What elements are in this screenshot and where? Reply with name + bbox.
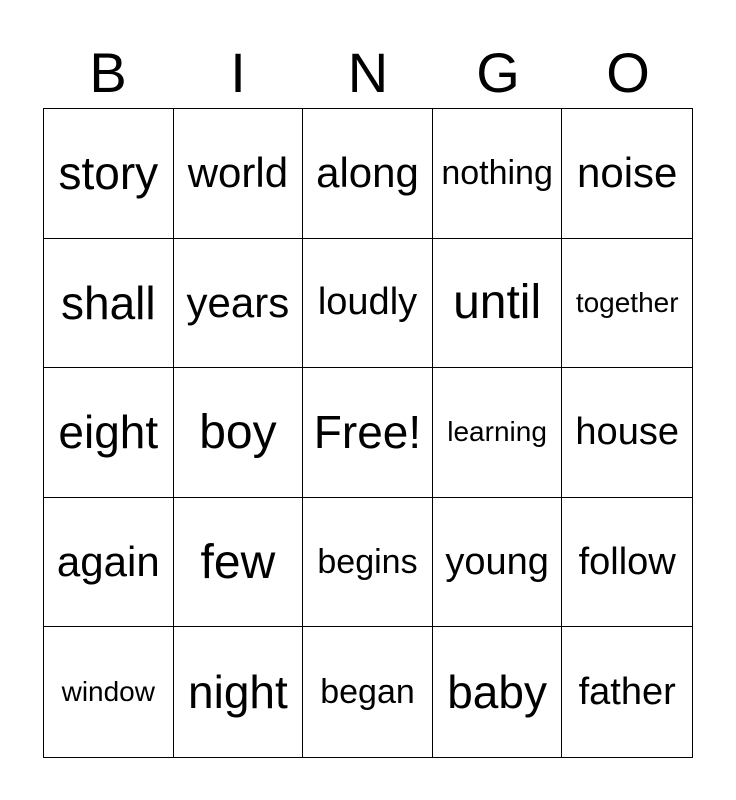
bingo-cell: nothing <box>433 109 563 239</box>
bingo-cell: father <box>578 670 676 713</box>
bingo-cell: story <box>44 109 174 239</box>
header-letter-o: O <box>606 41 650 104</box>
bingo-header <box>43 38 693 108</box>
bingo-cell: again <box>44 498 174 628</box>
header-letter-b: B <box>89 41 127 104</box>
bingo-cell: learning <box>433 368 563 498</box>
bingo-cell: together <box>562 239 692 369</box>
bingo-cell: boy <box>174 368 304 498</box>
bingo-cell: noise <box>562 109 692 239</box>
bingo-cell: world <box>174 109 304 239</box>
bingo-cell: along <box>303 109 433 239</box>
header-letter-n: N <box>347 41 389 104</box>
bingo-cell: young <box>433 498 563 628</box>
bingo-cell: follow <box>562 498 692 628</box>
bingo-cell: baby <box>433 627 563 757</box>
bingo-cell: years <box>174 239 304 369</box>
bingo-cell: eight <box>44 368 174 498</box>
header-letter-i: I <box>230 41 246 104</box>
bingo-cell: few <box>174 498 304 628</box>
free-space-cell: Free! <box>303 368 433 498</box>
bingo-cell: night <box>174 627 304 757</box>
bingo-cell: window <box>44 627 174 757</box>
header-letter-g: G <box>476 41 520 104</box>
bingo-cell: loudly <box>303 239 433 369</box>
bingo-cell: begins <box>303 498 433 628</box>
bingo-cell: until <box>433 239 563 369</box>
bingo-card-grid <box>43 108 693 758</box>
bingo-cell: house <box>562 368 692 498</box>
bingo-cell: began <box>303 627 433 757</box>
bingo-cell: shall <box>44 239 174 369</box>
